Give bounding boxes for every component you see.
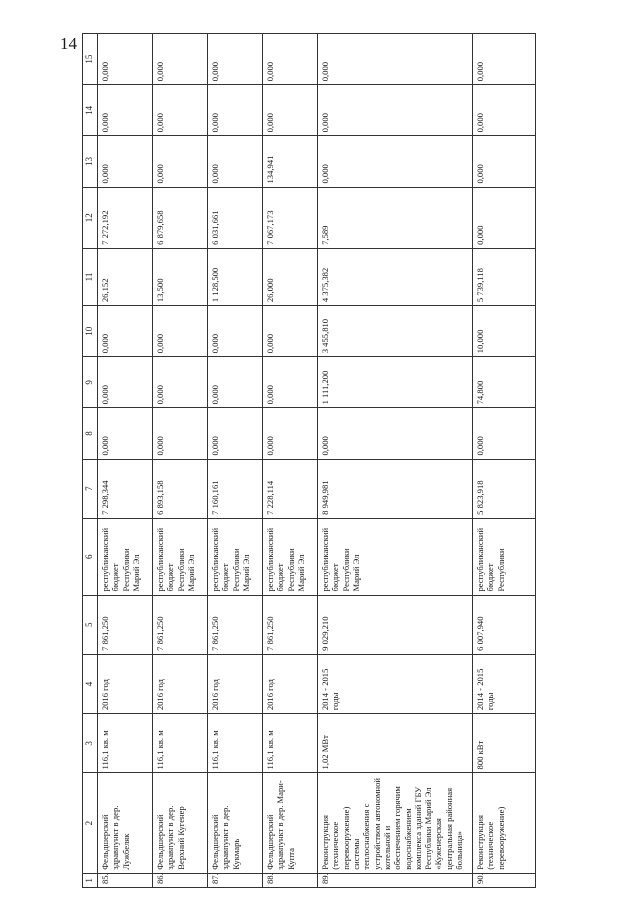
value-col-10: 0,000 — [208, 306, 263, 357]
total-value: 7 160,161 — [208, 459, 263, 518]
value-col-10: 0,000 — [98, 306, 153, 357]
estimated-cost: 6 007,940 — [473, 595, 536, 654]
funding-source: республиканский бюджет Республики Марий Эл — [263, 518, 318, 595]
page-number: 14 — [60, 34, 77, 53]
object-name: Фельдшерский здравпункт в дер. Лужбеляк — [98, 773, 153, 873]
estimated-cost: 9 029,210 — [318, 595, 473, 654]
header-cell: 9 — [83, 357, 98, 408]
row-number: 88. — [263, 873, 318, 887]
value-col-8: 0,000 — [318, 408, 473, 459]
value-col-15: 0,000 — [263, 34, 318, 85]
value-col-10: 10,000 — [473, 306, 536, 357]
object-name: Фельдшерский здравпункт в дер. Верхний Кугенер — [153, 773, 208, 873]
header-cell: 8 — [83, 408, 98, 459]
funding-source: республиканский бюджет Республики — [473, 518, 536, 595]
value-col-12: 7 272,192 — [98, 187, 153, 248]
header-cell: 11 — [83, 248, 98, 305]
header-cell: 10 — [83, 306, 98, 357]
object-name: Фельдшерский здравпункт в дер. Кукмарь — [208, 773, 263, 873]
table-row — [153, 34, 208, 888]
funding-source: республиканский бюджет Республики Марий Эл — [318, 518, 473, 595]
value-col-12: 7 067,173 — [263, 187, 318, 248]
funding-source: республиканский бюджет Республики Марий Эл — [98, 518, 153, 595]
value-col-14: 0,000 — [98, 85, 153, 136]
object-name: Реконструкция (техническое перевооружение) системы теплоснабжения с устройством автономной котельной и обеспечением горячим водоснабжением комплекса зданий ГБУ Республики Марий Эл «Куженерская центральная районная больница» — [318, 773, 473, 873]
total-value: 7 298,344 — [98, 459, 153, 518]
value-col-10: 3 455,810 — [318, 306, 473, 357]
value-col-11: 5 739,118 — [473, 248, 536, 305]
value-col-13: 0,000 — [98, 136, 153, 187]
value-col-11: 4 375,382 — [318, 248, 473, 305]
value-col-14: 0,000 — [318, 85, 473, 136]
value-col-11: 13,500 — [153, 248, 208, 305]
period: 2016 год — [208, 654, 263, 713]
funding-source: республиканский бюджет Республики Марий Эл — [208, 518, 263, 595]
value-col-8: 0,000 — [98, 408, 153, 459]
value-col-9: 0,000 — [153, 357, 208, 408]
header-cell: 7 — [83, 459, 98, 518]
estimated-cost: 7 861,250 — [208, 595, 263, 654]
table-row — [473, 34, 536, 888]
estimated-cost: 7 861,250 — [98, 595, 153, 654]
header-cell: 13 — [83, 136, 98, 187]
estimated-cost: 7 861,250 — [153, 595, 208, 654]
period: 2016 год — [153, 654, 208, 713]
header-cell: 15 — [83, 34, 98, 85]
row-number: 85. — [98, 873, 153, 887]
funding-source: республиканский бюджет Республики Марий Эл — [153, 518, 208, 595]
value-col-14: 0,000 — [153, 85, 208, 136]
value-col-15: 0,000 — [98, 34, 153, 85]
value-col-8: 0,000 — [153, 408, 208, 459]
value-col-15: 0,000 — [208, 34, 263, 85]
estimated-cost: 7 861,250 — [263, 595, 318, 654]
header-cell: 3 — [83, 714, 98, 773]
value-col-10: 0,000 — [263, 306, 318, 357]
table-row — [208, 34, 263, 888]
row-number: 87. — [208, 873, 263, 887]
value-col-12: 0,000 — [473, 187, 536, 248]
object-name: Реконструкция (техническое перевооружение) — [473, 773, 536, 873]
header-cell: 1 — [83, 873, 98, 887]
header-cell: 12 — [83, 187, 98, 248]
value-col-10: 0,000 — [153, 306, 208, 357]
total-value: 7 228,114 — [263, 459, 318, 518]
value-col-14: 0,000 — [263, 85, 318, 136]
value-col-12: 6 879,658 — [153, 187, 208, 248]
value-col-8: 0,000 — [473, 408, 536, 459]
period: 2016 год — [263, 654, 318, 713]
value-col-11: 1 128,500 — [208, 248, 263, 305]
value-col-15: 0,000 — [318, 34, 473, 85]
table-row — [98, 34, 153, 888]
value-col-9: 0,000 — [98, 357, 153, 408]
header-cell: 5 — [83, 595, 98, 654]
value-col-14: 0,000 — [208, 85, 263, 136]
value-col-13: 0,000 — [473, 136, 536, 187]
rotated-table-container — [82, 0, 639, 888]
period: 2014 - 2015 годы — [318, 654, 473, 713]
total-value: 8 949,981 — [318, 459, 473, 518]
value-col-11: 26,000 — [263, 248, 318, 305]
budget-table — [82, 33, 536, 888]
value-col-8: 0,000 — [208, 408, 263, 459]
capacity: 1,02 МВт — [318, 714, 473, 773]
value-col-14: 0,000 — [473, 85, 536, 136]
row-number: 90. — [473, 873, 536, 887]
capacity: 800 кВт — [473, 714, 536, 773]
table-row — [263, 34, 318, 888]
object-name: Фельдшерский здравпункт в дер. Мари-Купта — [263, 773, 318, 873]
header-cell: 4 — [83, 654, 98, 713]
value-col-12: 7,589 — [318, 187, 473, 248]
total-value: 5 823,918 — [473, 459, 536, 518]
table-row — [318, 34, 473, 888]
value-col-12: 6 031,661 — [208, 187, 263, 248]
period: 2014 - 2015 годы — [473, 654, 536, 713]
value-col-8: 0,000 — [263, 408, 318, 459]
value-col-13: 0,000 — [208, 136, 263, 187]
value-col-13: 0,000 — [318, 136, 473, 187]
column-number-row — [83, 34, 98, 888]
header-cell: 14 — [83, 85, 98, 136]
value-col-9: 1 111,200 — [318, 357, 473, 408]
header-cell: 2 — [83, 773, 98, 873]
header-cell: 6 — [83, 518, 98, 595]
capacity: 116,1 кв. м — [98, 714, 153, 773]
value-col-15: 0,000 — [473, 34, 536, 85]
row-number: 89. — [318, 873, 473, 887]
capacity: 116,1 кв. м — [208, 714, 263, 773]
row-number: 86. — [153, 873, 208, 887]
value-col-11: 26,152 — [98, 248, 153, 305]
value-col-9: 0,000 — [263, 357, 318, 408]
value-col-9: 74,800 — [473, 357, 536, 408]
value-col-9: 0,000 — [208, 357, 263, 408]
capacity: 116,1 кв. м — [153, 714, 208, 773]
total-value: 6 893,158 — [153, 459, 208, 518]
period: 2016 год — [98, 654, 153, 713]
value-col-15: 0,000 — [153, 34, 208, 85]
value-col-13: 0,000 — [153, 136, 208, 187]
value-col-13: 134,941 — [263, 136, 318, 187]
capacity: 116,1 кв. м — [263, 714, 318, 773]
